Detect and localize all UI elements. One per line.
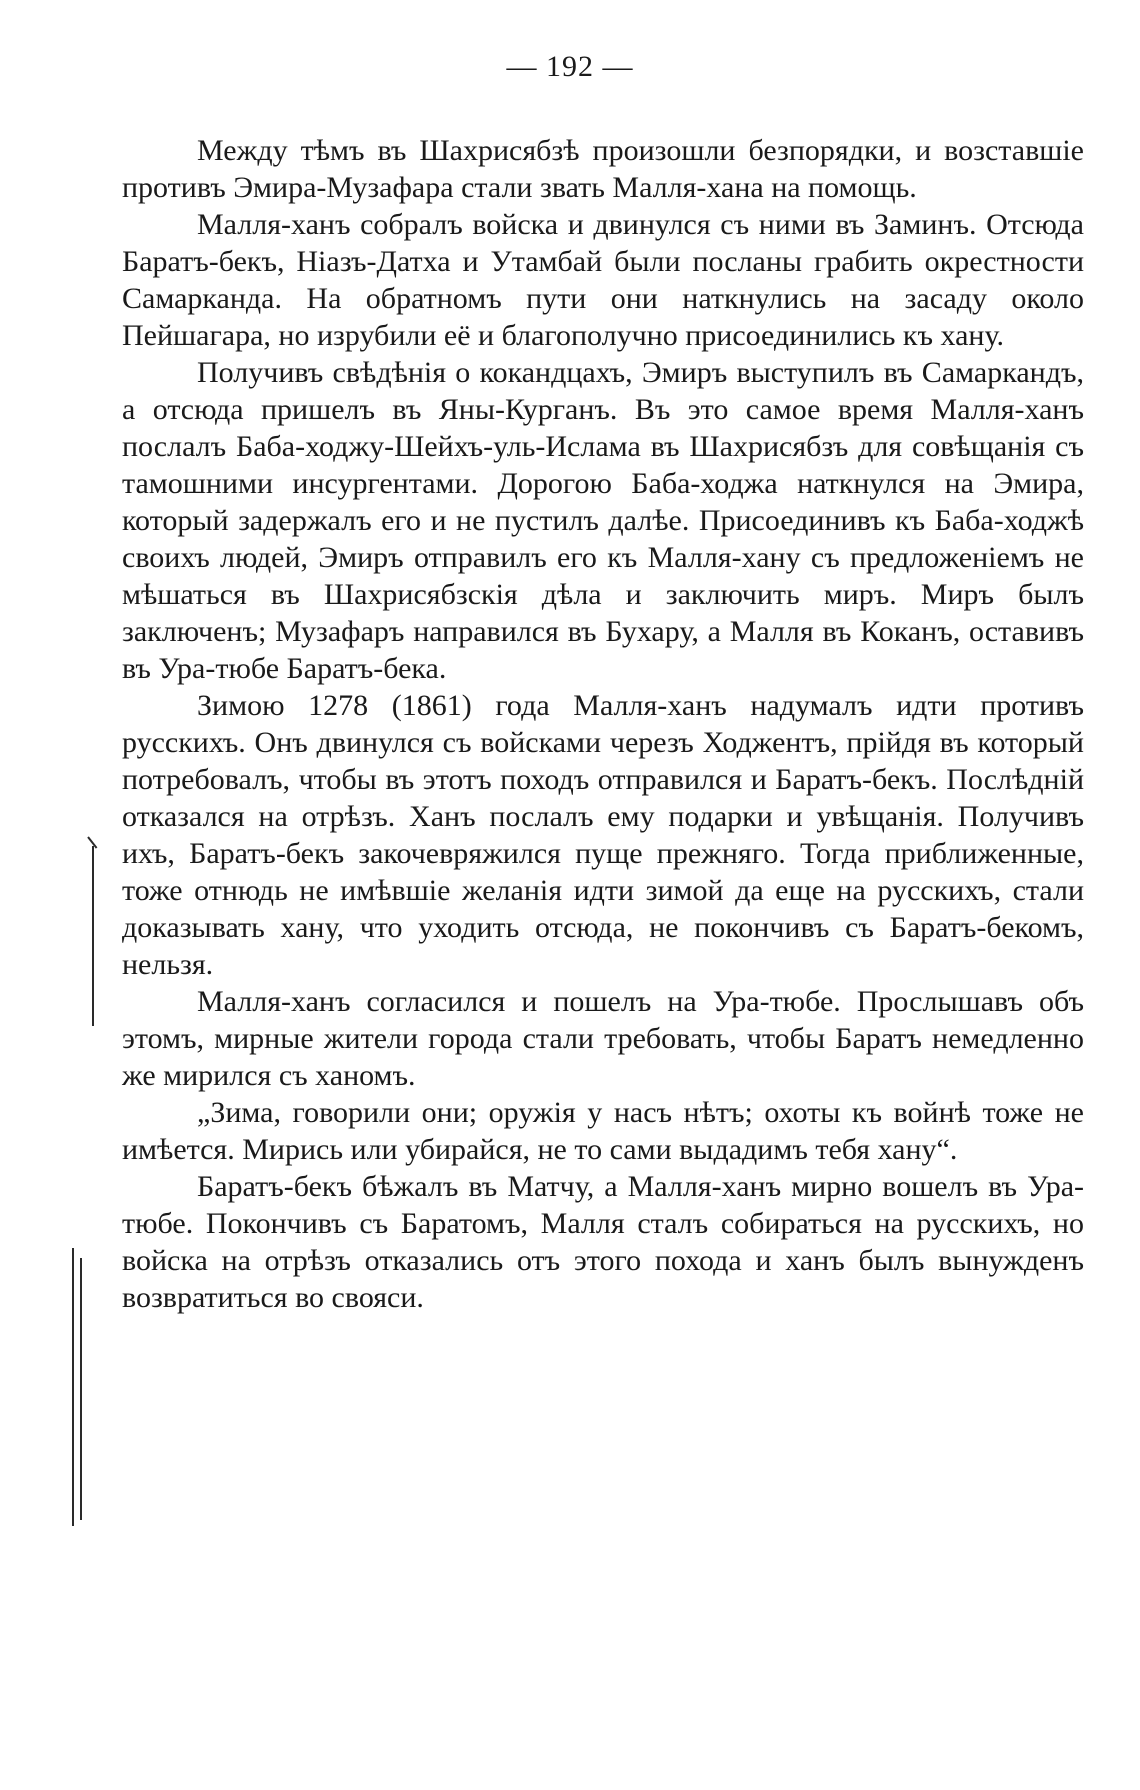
page-number: — 192 — (506, 50, 634, 83)
body-text (122, 132, 1084, 1316)
paragraph: Получивъ свѣдѣнія о кокандцахъ, Эмиръ выступилъ въ Самаркандъ, а отсюда пришелъ въ Яны-Курганъ. Въ это самое время Малля-ханъ послалъ Баба-ходжу-Шейхъ-уль-Ислама въ Шахрисябзъ для совѣщанія съ тамошними инсургентами. Дорогою Баба-ходжа наткнулся на Эмира, который задержалъ его и не пустилъ далѣе. Присоединивъ къ Баба-ходжѣ своихъ людей, Эмиръ отправилъ его къ Малля-хану съ предложеніемъ не мѣшаться въ Шахрисябзскія дѣла и заключить миръ. Миръ былъ заключенъ; Музафаръ направился въ Бухару, а Малля въ Коканъ, оставивъ въ Ура-тюбе Баратъ-бека. (122, 356, 1084, 685)
paragraph: Зимою 1278 (1861) года Малля-ханъ надумалъ идти противъ русскихъ. Онъ двинулся съ войсками черезъ Ходжентъ, прійдя въ который потребовалъ, чтобы въ этотъ походъ отправился и Баратъ-бекъ. Послѣдній отказался на отрѣзъ. Ханъ послалъ ему подарки и увѣщанія. Получивъ ихъ, Баратъ-бекъ закочевряжился пуще прежняго. Тогда приближенные, тоже отнюдь не имѣвшіе желанія идти зимой да еще на русскихъ, стали доказывать хану, что уходить отсюда, не покончивъ съ Баратъ-бекомъ, нельзя. (122, 689, 1084, 981)
paragraph: Баратъ-бекъ бѣжалъ въ Матчу, а Малля-ханъ мирно вошелъ въ Ура-тюбе. Покончивъ съ Баратомъ, Малля сталъ собираться на русскихъ, но войска на отрѣзъ отказались отъ этого похода и ханъ былъ вынужденъ возвратиться во свояси. (122, 1170, 1084, 1314)
margin-line-mark (72, 1248, 74, 1526)
paragraph: Малля-ханъ согласился и пошелъ на Ура-тюбе. Прослышавъ объ этомъ, мирные жители города стали требовать, чтобы Баратъ немедленно же мирился съ ханомъ. (122, 985, 1084, 1092)
paragraph: „Зима, говорили они; оружія у насъ нѣтъ; охоты къ войнѣ тоже не имѣется. Мирись или убирайся, не то сами выдадимъ тебя хану“. (122, 1096, 1084, 1166)
paragraph: Малля-ханъ собралъ войска и двинулся съ ними въ Заминъ. Отсюда Баратъ-бекъ, Ніазъ-Датха и Утамбай были посланы грабить окрестности Самарканда. На обратномъ пути они наткнулись на засаду около Пейшагара, но изрубили её и благополучно присоединились къ хану. (122, 208, 1084, 352)
paragraph: Между тѣмъ въ Шахрисябзѣ произошли безпорядки, и возставшіе противъ Эмира-Музафара стали звать Малля-хана на помощь. (122, 134, 1084, 204)
margin-line-mark (92, 846, 94, 1026)
margin-line-mark (80, 1258, 82, 1520)
